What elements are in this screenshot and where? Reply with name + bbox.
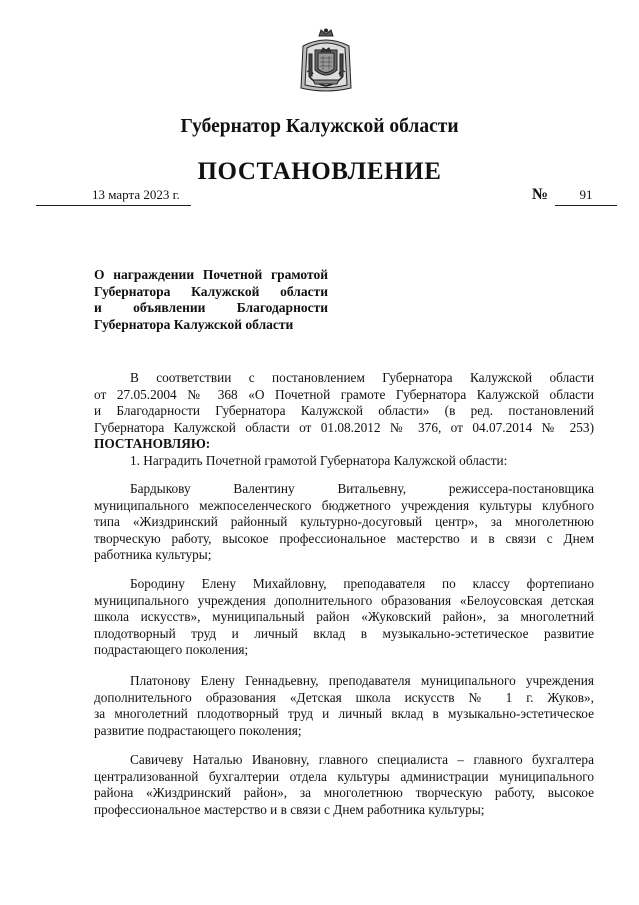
awardee-line: подрастающего поколения; <box>94 642 249 658</box>
awardee-paragraph <box>94 752 594 818</box>
awardee-line: района «Жиздринский район», за многолетнюю творческую работу, высокое <box>94 785 594 801</box>
number-sign: № <box>532 186 549 203</box>
subject-line: О награждении Почетной грамотой <box>94 267 328 282</box>
preamble-line: от 27.05.2004 № 368 «О Почетной грамоте Губернатора Калужской области <box>94 386 594 402</box>
decree-word: ПОСТАНОВЛЯЮ: <box>94 436 211 452</box>
awardee-line: творческую работу, высокое профессиональное мастерство и в связи с Днем <box>94 530 594 546</box>
preamble-line: Губернатора Калужской области от 01.08.2012 № 376, от 04.07.2014 № 253) <box>94 419 594 435</box>
preamble-paragraph <box>94 370 594 470</box>
subject-line: Губернатора Калужской области <box>94 316 294 332</box>
awardee-paragraph <box>94 673 594 739</box>
preamble-line: В соответствии с постановлением Губернатора Калужской области <box>130 370 594 385</box>
awardee-line: Платонову Елену Геннадьевну, преподавателя муниципального учреждения <box>130 673 594 688</box>
preamble-line: и Благодарности Губернатора Калужской области» (в ред. постановлений <box>94 403 594 419</box>
awardee-line: плодотворный труд и личный вклад в музыкально-эстетическое развитие <box>94 625 594 641</box>
awardee-line: за многолетний плодотворный труд и личный вклад в музыкально-эстетическое <box>94 706 594 722</box>
awardee-line: развитие подрастающего поколения; <box>94 722 302 738</box>
subject-line: Губернатора Калужской области <box>94 283 328 299</box>
subject-line: и объявлении Благодарности <box>94 300 328 315</box>
awardee-line: муниципального межпоселенческого бюджетного учреждения культуры клубного <box>94 497 594 513</box>
awardee-line: школа искусств», муниципальный район «Жуковский район», за многолетний <box>94 609 594 625</box>
coat-of-arms-emblem <box>297 28 355 94</box>
document-subject <box>94 267 328 333</box>
awardee-line: дополнительного образования «Детская школа искусств № 1 г. Жуков», <box>94 689 594 705</box>
awardee-line: работника культуры; <box>94 547 212 563</box>
document-date: 13 марта 2023 г. <box>92 187 180 202</box>
awardee-line: Савичеву Наталью Ивановну, главного специалиста – главного бухгалтера <box>130 752 594 767</box>
awardee-line: централизованной бухгалтерии отдела культуры администрации муниципального <box>94 768 594 784</box>
document-number: 91 <box>555 187 617 206</box>
awardee-line: профессиональное мастерство и в связи с Днем работника культуры; <box>94 801 485 817</box>
awardee-line: Бардыкову Валентину Витальевну, режиссера-постановщика <box>130 481 594 496</box>
item-1-heading: 1. Наградить Почетной грамотой Губернатора Калужской области: <box>130 452 508 468</box>
document-type-title: ПОСТАНОВЛЕНИЕ <box>197 158 442 185</box>
awardee-line: типа «Жиздринский районный культурно-досуговый центр», за многолетнюю <box>94 514 594 530</box>
document-date-field <box>36 187 191 206</box>
awardee-paragraph <box>94 481 594 564</box>
awardee-line: Бородину Елену Михайловну, преподавателя по классу фортепиано <box>130 576 594 591</box>
awardee-paragraph <box>94 576 594 659</box>
awardee-line: муниципального учреждения дополнительного образования «Белоусовская детская <box>94 592 594 608</box>
issuing-authority: Губернатор Калужской области <box>180 116 459 137</box>
